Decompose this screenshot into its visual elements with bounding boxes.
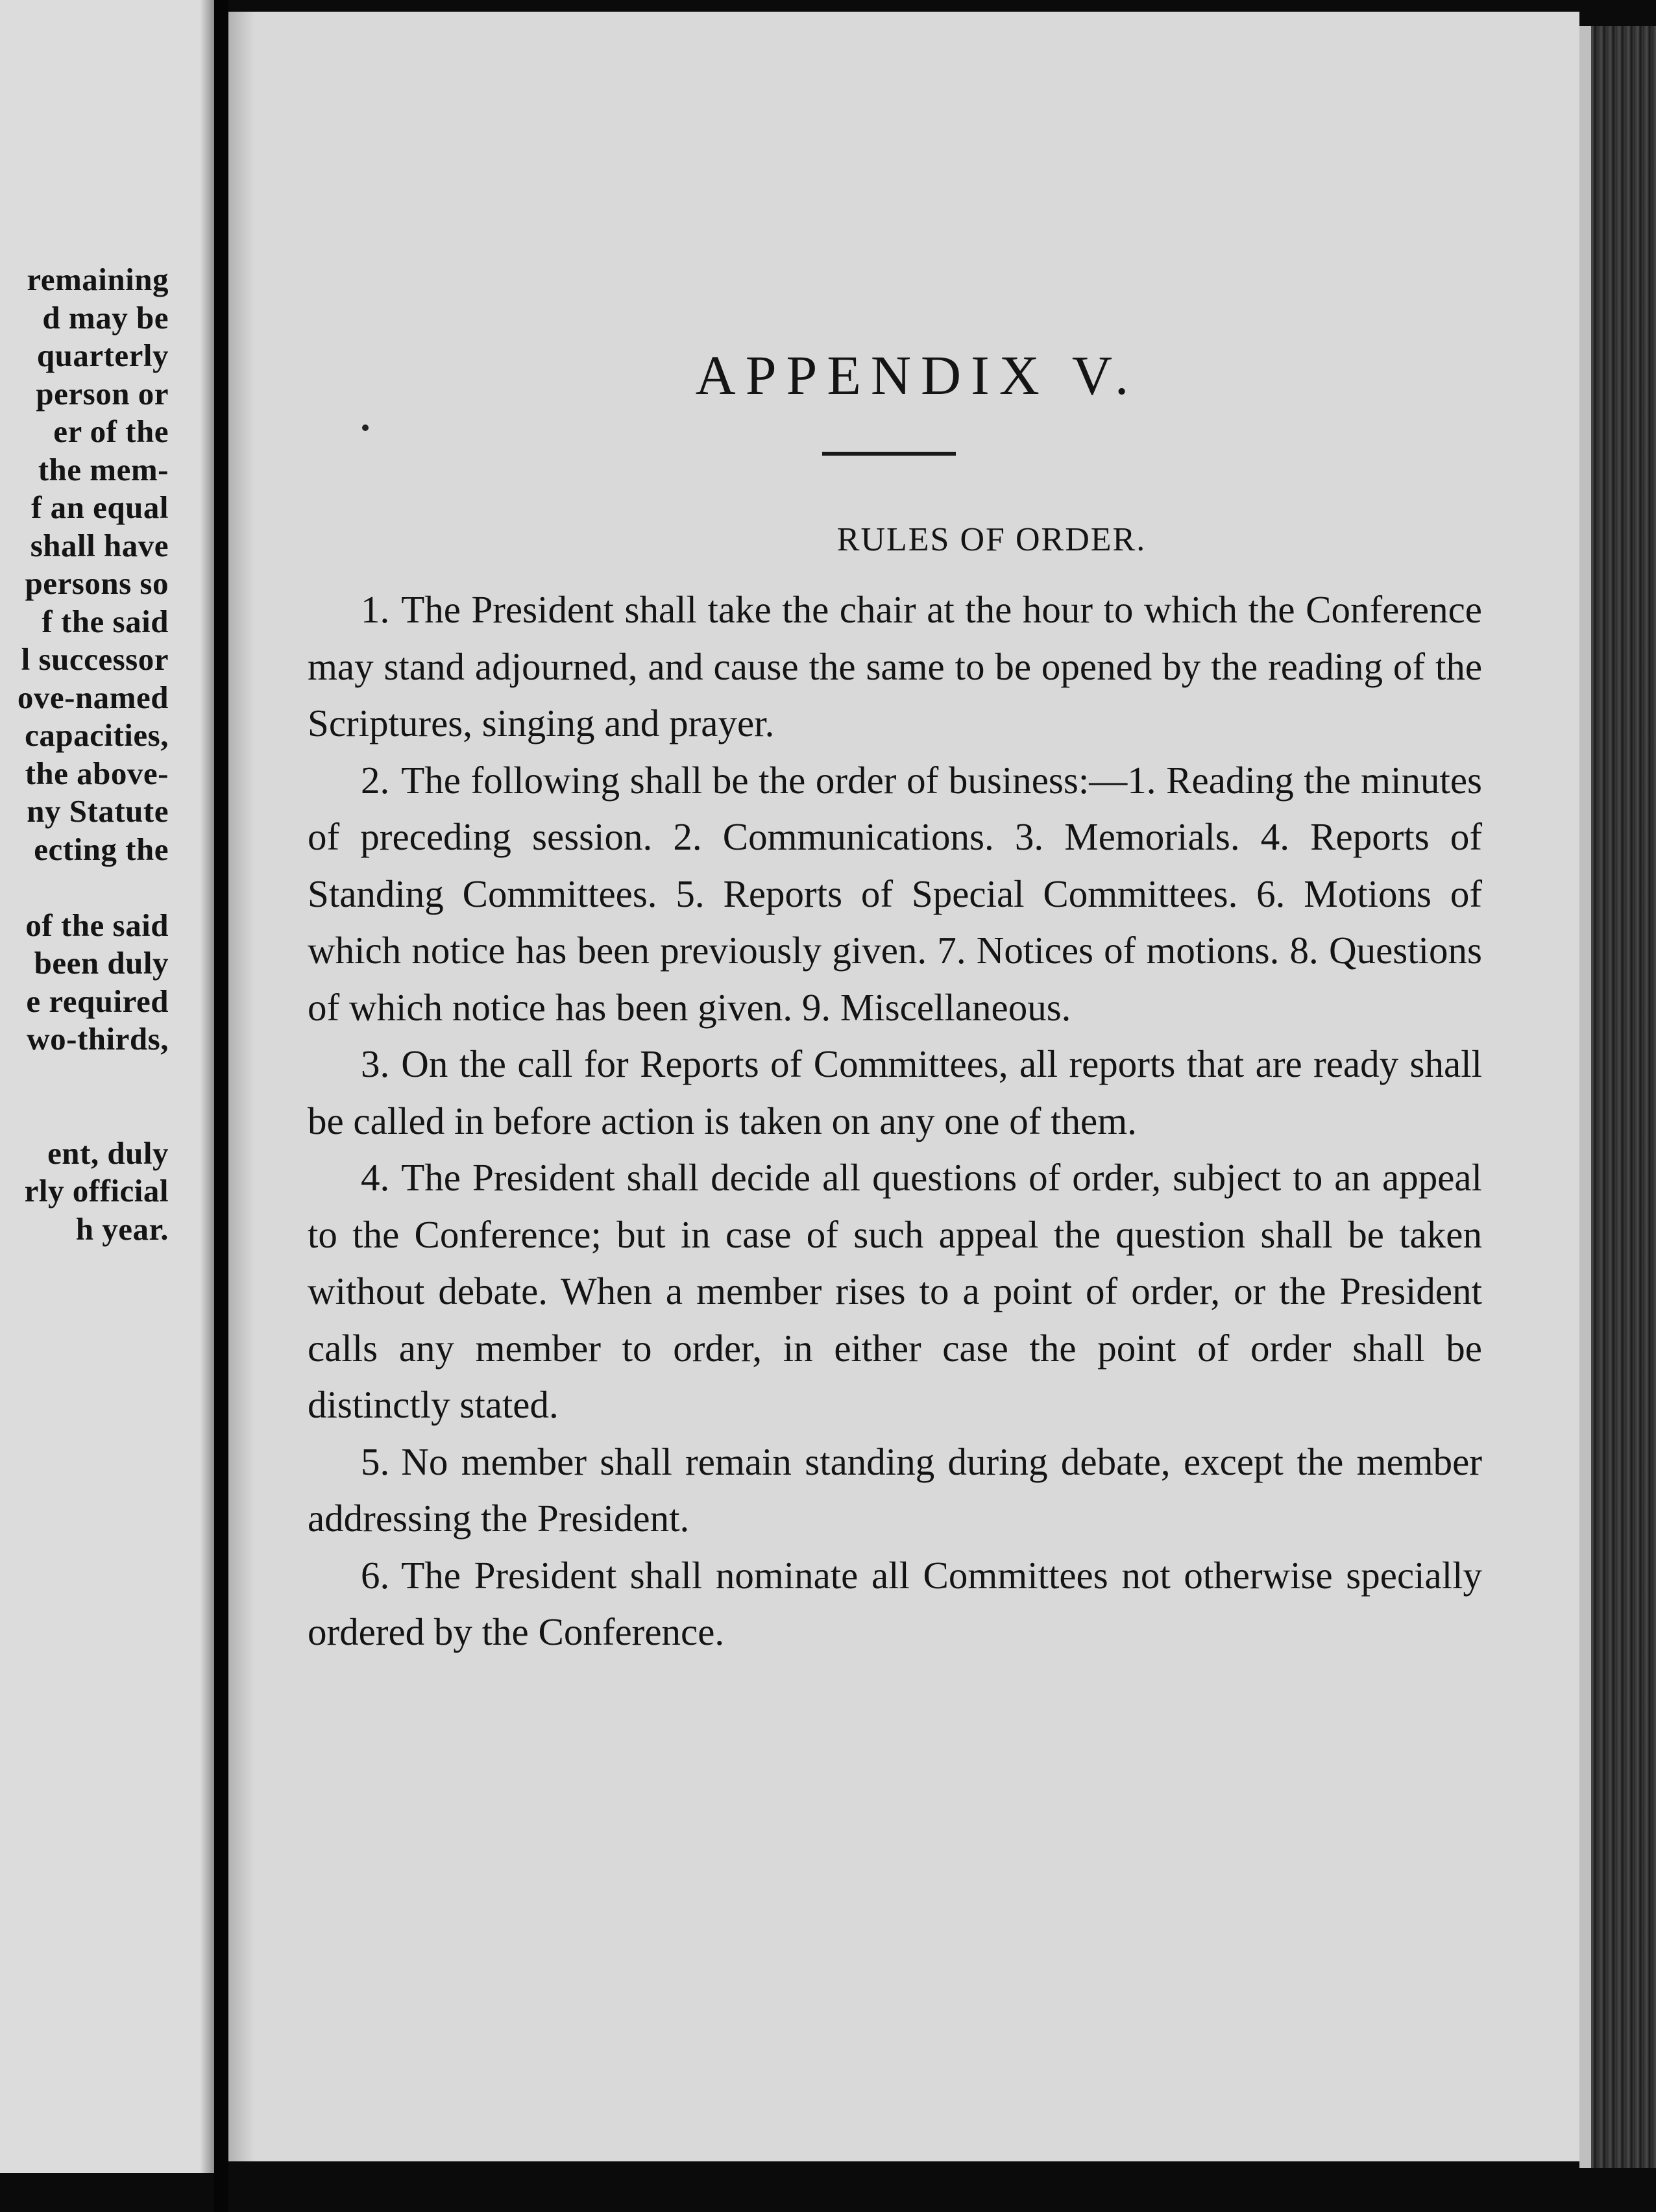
- line-gap: [0, 1059, 169, 1097]
- previous-page-line: person or: [36, 375, 169, 412]
- rule-number: 1.: [361, 588, 390, 631]
- previous-page-line: f the said: [42, 603, 169, 639]
- previous-page: [0, 0, 214, 2173]
- rule-text: On the call for Reports of Committees, all reports that are ready shall be called in before action is taken on any one of them.: [308, 1042, 1482, 1142]
- previous-page-line: remaining: [27, 262, 169, 297]
- previous-page-line: ny Statute: [27, 793, 169, 829]
- current-page: [228, 12, 1579, 2161]
- previous-page-line: capacities,: [25, 717, 169, 753]
- previous-page-line: wo-thirds,: [27, 1021, 169, 1057]
- book-gutter: [214, 0, 228, 2212]
- previous-page-line: the above-: [25, 755, 169, 791]
- page-fold-shadow: [200, 0, 214, 2173]
- page-title: APPENDIX V.: [695, 344, 1139, 406]
- rules-list: [308, 582, 1482, 1661]
- rule-text: No member shall remain standing during debate, except the member addressing the President.: [308, 1440, 1482, 1540]
- previous-page-line: ove-named: [17, 679, 169, 715]
- previous-page-line: h year.: [75, 1210, 169, 1247]
- previous-page-line: of the said: [25, 907, 169, 943]
- rule-paragraph: [308, 1434, 1482, 1547]
- previous-page-line: rly official: [24, 1173, 169, 1209]
- title-rule: [822, 452, 956, 456]
- previous-page-line: er of the: [53, 413, 169, 449]
- rule-paragraph: [308, 1149, 1482, 1434]
- previous-page-line: persons so: [25, 565, 169, 601]
- rule-paragraph: [308, 752, 1482, 1037]
- rule-paragraph: [308, 1036, 1482, 1149]
- previous-page-line: e required: [26, 983, 169, 1019]
- section-heading: RULES OF ORDER.: [836, 521, 1147, 558]
- previous-page-line: ecting the: [34, 831, 169, 867]
- previous-page-line: f an equal: [31, 489, 169, 525]
- previous-page-text: [0, 261, 169, 1248]
- ink-speck: [362, 424, 369, 431]
- previous-page-line: shall have: [30, 527, 169, 563]
- previous-page-line: been duly: [34, 945, 169, 981]
- rule-paragraph: [308, 582, 1482, 752]
- rule-number: 5.: [361, 1440, 390, 1483]
- previous-page-line: the mem-: [38, 451, 169, 487]
- previous-page-line: quarterly: [36, 338, 169, 373]
- rule-number: 3.: [361, 1042, 390, 1085]
- page-edges: [1579, 26, 1656, 2168]
- rule-number: 6.: [361, 1553, 390, 1597]
- line-gap: [0, 868, 169, 907]
- previous-page-line: d may be: [42, 299, 169, 336]
- rule-number: 4.: [361, 1156, 390, 1199]
- rule-text: The President shall nominate all Committees not otherwise specially ordered by the Conference.: [308, 1553, 1482, 1653]
- line-gap: [0, 1096, 169, 1135]
- previous-page-line: ent, duly: [47, 1135, 169, 1171]
- rule-text: The President shall decide all questions of order, subject to an appeal to the Conference; but in case of such appeal the question shall be taken without debate. When a member rises to a point of order, or the President calls any member to order, in either case the point of order shall be distinctly stated.: [308, 1156, 1482, 1426]
- rule-text: The President shall take the chair at the hour to which the Conference may stand adjourned, and cause the same to be opened by the reading of the Scriptures, singing and prayer.: [308, 588, 1482, 744]
- rule-number: 2.: [361, 758, 390, 802]
- previous-page-line: l successor: [21, 641, 169, 677]
- rule-text: The following shall be the order of business:—1. Reading the minutes of preceding session. 2. Communications. 3. Memorials. 4. Reports of Standing Committees. 5. Reports of Special Committees. 6. Motions of which notice has been previously given. 7. Notices of motions. 8. Questions of which notice has been given. 9. Miscellaneous.: [308, 758, 1482, 1029]
- rule-paragraph: [308, 1547, 1482, 1661]
